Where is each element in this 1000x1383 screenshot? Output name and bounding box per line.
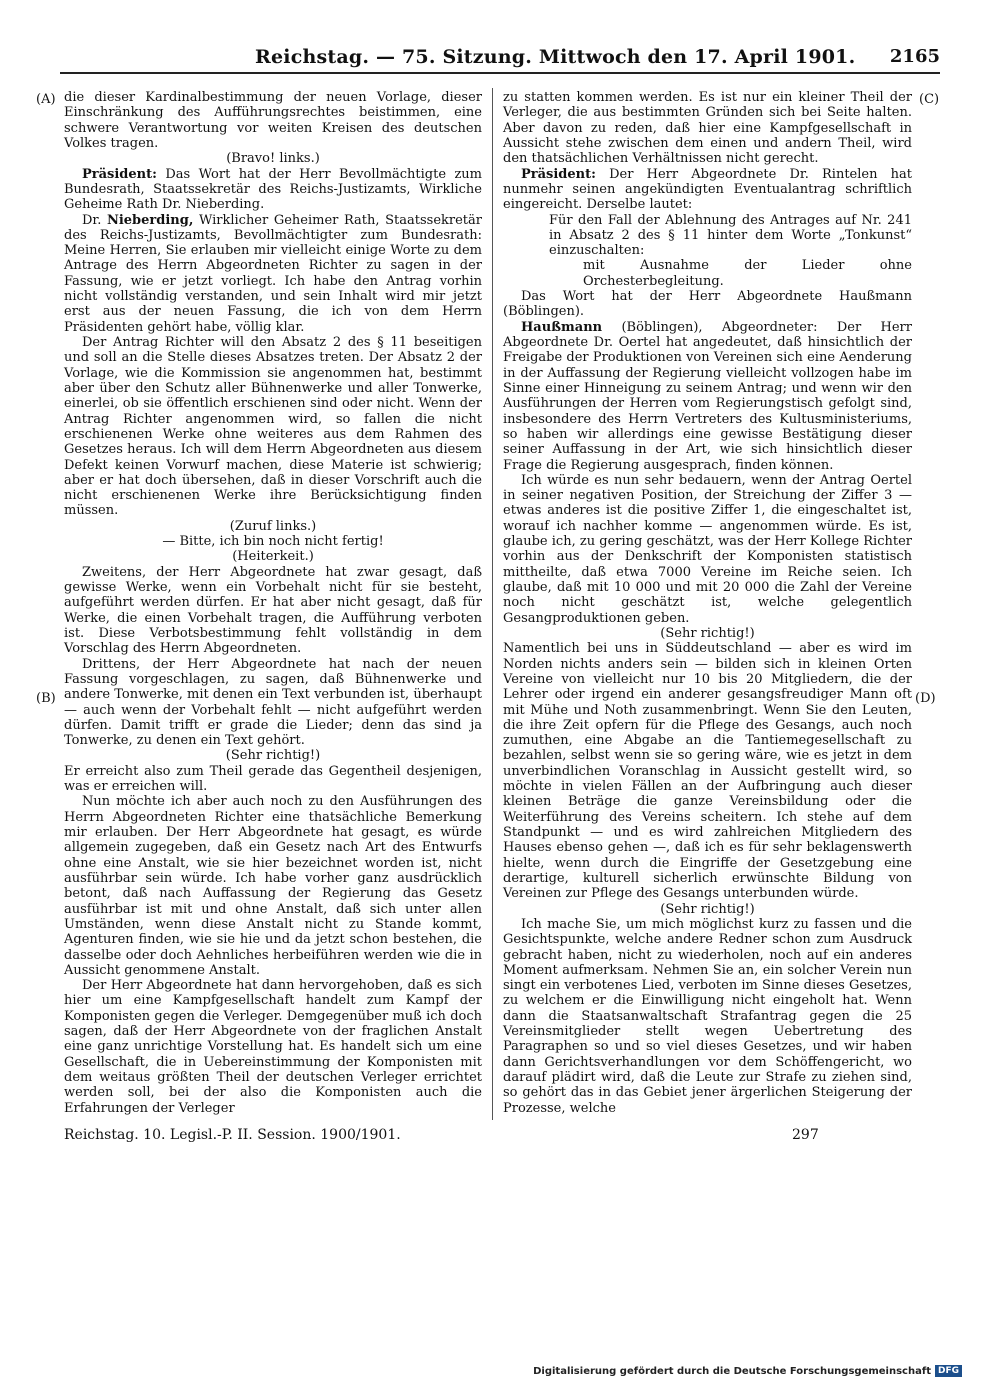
paragraph: Ich mache Sie, um mich möglichst kurz zu fassen und die Gesichtspunkte, welche andere Redner schon zum Ausdruck gebracht haben, nicht zu wiederholen, noch auf ein anderes Moment aufmerksam. Nehmen Sie an, ein solcher Verein nun singt ein verbotenes Lied, verboten im Sinne dieses Gesetzes, zu welchem er die Einwilligung nicht eingeholt hat. Wenn dann die Staatsanwaltschaft Strafantrag gegen die 25 Vereinsmitglieder stellt wegen Uebertretung des Paragraphen so und so viel dieses Gesetzes, und wir haben dann Gerichtsverhandlungen vor dem Schöffengericht, wo darauf plädirt wird, daß die Leute zur Strafe zu ziehen sind, so gehört das in das Gebiet jener ärgerlichen Steigerung der Prozesse, welche: [503, 916, 912, 1116]
speaker-prefix: Dr.: [82, 212, 107, 228]
left-column: [64, 90, 482, 1116]
remark: (Bravo! links.): [226, 151, 320, 167]
footer-sheet-number: 297: [792, 1127, 819, 1143]
margin-marker-d: (D): [915, 691, 936, 706]
paragraph: [503, 320, 912, 473]
speaker-name: Präsident:: [82, 166, 157, 182]
paragraph: [64, 167, 482, 213]
speech-text: (Böblingen), Abgeordneter: Der Herr Abgeordnete Dr. Oertel hat angedeutet, daß hinsichtlich der Freigabe der Produktionen von Vereinen sich eine Aenderung in der Auffassung der Regierung vielleicht vollzogen habe im Sinne einer Hinneigung zu seinem Antrag; und wenn wir den Ausführungen der Herren vom Regierungstisch gefolgt sind, insbesondere des Herrn Vertreters des Kultusministeriums, so haben wir allerdings eine gewisse Bestätigung dieser seiner Auffassung in der Art, wie sich hinsichtlich dieser Frage die Regierung ausgesprach, finden können.: [503, 319, 912, 473]
remark: — Bitte, ich bin noch nicht fertig!: [162, 534, 384, 550]
remark: (Sehr richtig!): [225, 748, 321, 764]
right-column: [503, 90, 912, 1116]
paragraph: Der Antrag Richter will den Absatz 2 des § 11 beseitigen und soll an die Stelle dieses Absatzes treten. Der Absatz 2 der Vorlage, wie die Kommission sie angenommen hat, bestimmt aber über den Schutz aller Bühnenwerke und aller Tonwerke, einerlei, ob sie öffentlich erschienen sind oder nicht. Wenn der Antrag Richter angenommen wird, so fallen die nicht erschienenen Werke ohne weiteres aus dem Rahmen des Gesetzes heraus. Ich will dem Herrn Abgeordneten aus diesem Defekt keinen Vorwurf machen, diese Materie ist schwierig; aber er hat doch übersehen, daß in dieser Vorschrift auch die nicht erschienenen Werke ihre Berücksichtigung finden müssen.: [64, 335, 482, 519]
paragraph: [503, 167, 912, 213]
column-divider: [492, 88, 493, 1120]
paragraph: Ich würde es nun sehr bedauern, wenn der Antrag Oertel in seiner negativen Position, der Streichung der Ziffer 3 — etwas anderes ist die positive Ziffer 1, die eingeschaltet ist, worauf ich nachher komme — angenommen würde. Es ist, glaube ich, zu gering geschätzt, was der Herr Kollege Richter vorhin aus der Denkschrift der Komponisten statistisch mittheilte, daß etwa 7000 Vereine im Reiche seien. Ich glaube, daß mit 10 000 und mit 20 000 die Zahl der Vereine noch nicht geschätzt ist, welche gelegentlich Gesangproduktionen geben.: [503, 472, 912, 626]
page-number: 2165: [889, 46, 940, 67]
margin-marker-c: (C): [919, 92, 940, 107]
paragraph: Der Herr Abgeordnete hat dann hervorgehoben, daß es sich hier um eine Kampfgesellschaft handelt zum Kampf der Komponisten gegen die Verleger. Demgegenüber muß ich doch sagen, daß der Herr Abgeordnete von der fraglichen Anstalt eine ganz unrichtige Vorstellung hat. Es handelt sich um eine Gesellschaft, die in Uebereinstimmung der Komponisten mit dem weitaus größten Theil der deutschen Verleger errichtet werden soll, bei der also die Komponisten auch die Erfahrungen der Verleger: [64, 978, 482, 1116]
credit-text: Digitalisierung gefördert durch die Deutsche Forschungsgemeinschaft: [533, 1365, 931, 1377]
page-header: [60, 42, 940, 74]
footer-session-info: Reichstag. 10. Legisl.-P. II. Session. 1900/1901.: [64, 1127, 401, 1143]
paragraph: Zweitens, der Herr Abgeordnete hat zwar gesagt, daß gewisse Werke, wenn ein Vorbehalt nicht für sie besteht, aufgeführt werden dürfen. Er hat aber nicht gesagt, daß für Werke, die einen Vorbehalt tragen, die Aufführung verboten ist. Diese Verbotsbestimmung fehlt vollständig in dem Vorschlag des Herrn Abgeordneten.: [64, 564, 482, 657]
speaker-name: Haußmann: [521, 319, 603, 335]
paragraph: Nun möchte ich aber auch noch zu den Ausführungen des Herrn Abgeordneten Richter eine thatsächliche Bemerkung mir erlauben. Der Herr Abgeordnete hat gesagt, es würde allgemein zugegeben, daß ein Gesetz nach Art des Entwurfs ohne eine Anstalt, wie sie hier bezeichnet worden ist, nicht ausführbar sein würde. Ich habe vorher ganz ausdrücklich betont, daß nach Auffassung der Regierung das Gesetz ausführbar ist mit und ohne Anstalt, daß sich unter allen Umständen, wenn diese Anstalt nicht zu Stande kommt, Agenturen finden, wie sie hie und da jetzt schon bestehen, die dasselbe oder doch Aehnliches herbeiführen werden wie die in Aussicht genommene Anstalt.: [64, 794, 482, 978]
paragraph: Er erreicht also zum Theil gerade das Gegentheil desjenigen, was er erreichen will.: [64, 763, 482, 795]
speaker-name: Präsident:: [521, 166, 596, 182]
remark: (Zuruf links.): [229, 518, 317, 534]
paragraph: zu statten kommen werden. Es ist nur ein kleiner Theil der Verleger, die aus bestimmten Gründen sich bei Seite halten. Aber davon zu reden, daß hier eine Kampfgesellschaft in Aussicht stehe zwischen dem einen und andern Theil, wird den thatsächlichen Verhältnissen nicht gerecht.: [503, 90, 912, 167]
speech-text: Wirklicher Geheimer Rath, Staatssekretär des Reichs-Justizamts, Bevollmächtigter zum Bundesrath: Meine Herren, Sie erlauben mir vielleicht einige Worte zu dem Antrage des Herrn Abgeordneten Richter zu sagen in der Fassung, wie er jetzt vorliegt. Ich habe den Antrag vorhin nicht vollständig verstanden, und sein Inhalt wird mir jetzt erst aus der neuen Fassung, die ich von dem Herrn Präsidenten gehört habe, völlig klar.: [64, 212, 482, 335]
motion-text: Für den Fall der Ablehnung des Antrages auf Nr. 241 in Absatz 2 des § 11 hinter dem Worte „Tonkunst“ einzuschalten:: [549, 212, 912, 259]
margin-marker-b: (B): [36, 691, 56, 706]
speaker-name: Nieberding,: [106, 212, 194, 228]
speech-text: Das Wort hat der Herr Bevollmächtigte zum Bundesrath, Staatssekretär des Reichs-Justizamts, Wirkliche Geheime Rath Dr. Nieberding.: [64, 166, 482, 213]
remark: (Heiterkeit.): [232, 549, 314, 565]
motion-text: mit Ausnahme der Lieder ohne Orchesterbegleitung.: [583, 258, 912, 289]
remark: (Sehr richtig!): [660, 901, 755, 917]
paragraph: Namentlich bei uns in Süddeutschland — aber es wird im Norden nichts anders sein — bilden sich in kleinen Orten Vereine von vielleicht nur 10 bis 20 Mitgliedern, die der Lehrer oder irgend ein anderer gesangsfreudiger Mann oft mit Mühe und Noth zusammenbringt. Wenn Sie den Leuten, die ihre Zeit opfern für die Pflege des Gesangs, auch noch zumuthen, eine Abgabe an die Tantiemegesellschaft zu bezahlen, selbst wenn sie so gering wäre, wie es jetzt in dem unverbindlichen Voranschlag in Aussicht gestellt wird, so möchte in vielen Fällen an der Aufbringung auch dieser kleinen Beträge die ganze Vereinsbildung oder die Weiterführung des Vereins scheitern. Ich stehe auf dem Standpunkt — und es wird zahlreichen Mitgliedern des Hauses ebenso gehen —, daß ich es für sehr beklagenswerth hielte, wenn durch die Eingriffe der Gesetzgebung eine derartige, kulturell sicherlich erwünschte Bildung von Vereinen zur Pflege des Gesangs unterbunden würde.: [503, 641, 912, 902]
margin-marker-a: (A): [36, 92, 56, 107]
paragraph: Drittens, der Herr Abgeordnete hat nach der neuen Fassung vorgeschlagen, zu sagen, daß Bühnenwerke und andere Tonwerke, mit denen ein Text verbunden ist, überhaupt — auch wenn der Vorbehalt fehlt — nicht aufgeführt werden dürfen. Damit trifft er grade die Lieder; denn das sind ja Tonwerke, zu denen ein Text gehört.: [64, 656, 482, 749]
paragraph: die dieser Kardinalbestimmung der neuen Vorlage, dieser Einschränkung des Aufführungsrechtes beistimmen, eine schwere Verantwortung vor weiten Kreisen des deutschen Volkes tragen.: [64, 90, 482, 151]
digitization-credit: [533, 1363, 962, 1379]
paragraph: Das Wort hat der Herr Abgeordnete Haußmann (Böblingen).: [503, 289, 912, 320]
paragraph: [64, 213, 482, 336]
dfg-logo: DFG: [935, 1365, 962, 1377]
remark: (Sehr richtig!): [660, 625, 755, 641]
speech-text: Der Herr Abgeordnete Dr. Rintelen hat nunmehr seinen angekündigten Eventualantrag schriftlich eingereicht. Derselbe lautet:: [503, 166, 912, 213]
running-title: Reichstag. — 75. Sitzung. Mittwoch den 17. April 1901.: [255, 46, 856, 68]
